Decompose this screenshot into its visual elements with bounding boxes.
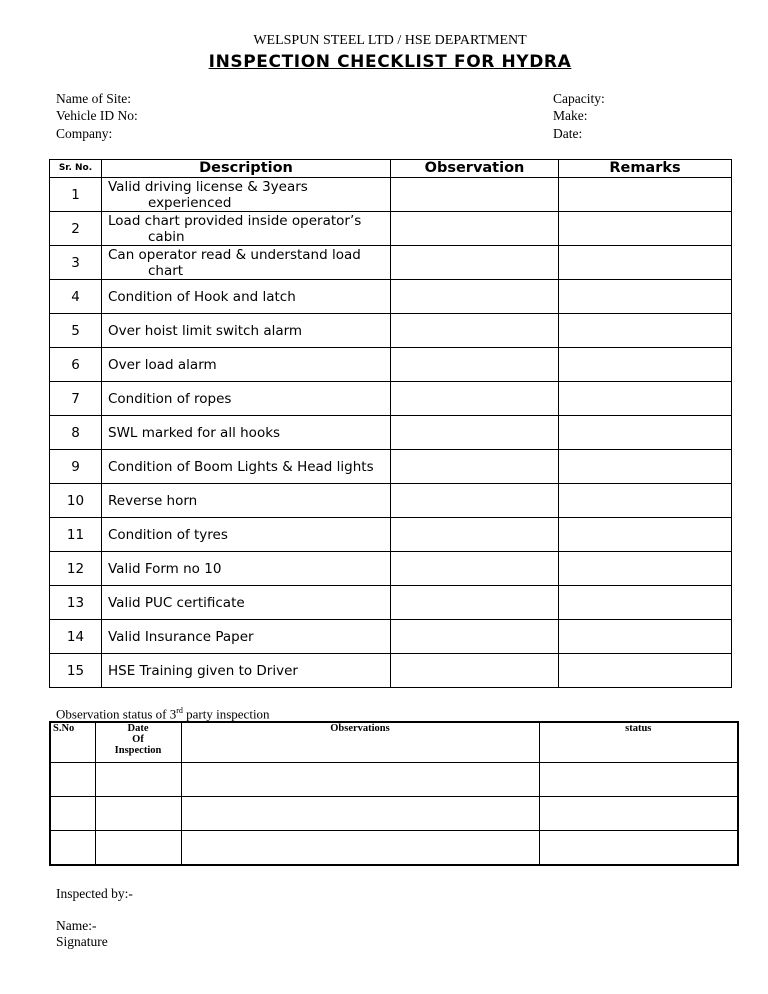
observation-cell[interactable] (391, 178, 559, 212)
name-of-site-label: Name of Site: (56, 91, 131, 106)
remarks-cell[interactable] (559, 416, 732, 450)
observation-cell[interactable] (391, 518, 559, 552)
header-remarks: Remarks (559, 160, 732, 178)
remarks-cell[interactable] (559, 280, 732, 314)
description-line: Can operator read & understand load (108, 246, 361, 263)
caption-prefix: Observation status of 3 (56, 706, 177, 722)
header-observation: Observation (391, 160, 559, 178)
remarks-cell[interactable] (559, 212, 732, 246)
sno-cell[interactable] (50, 763, 95, 797)
description-line: Condition of Boom Lights & Head lights (108, 458, 374, 475)
header-date-of-inspection (95, 722, 181, 763)
description-line: Reverse horn (108, 492, 198, 509)
row-number: 6 (50, 348, 102, 382)
observation-cell[interactable] (391, 348, 559, 382)
row-description (102, 280, 391, 314)
date-label: Date: (553, 126, 583, 141)
caption-superscript: rd (176, 706, 183, 715)
date-cell[interactable] (95, 831, 181, 866)
observations-cell[interactable] (181, 831, 539, 866)
row-description (102, 212, 391, 246)
row-description (102, 450, 391, 484)
capacity-label: Capacity: (553, 91, 605, 106)
observation-cell[interactable] (391, 382, 559, 416)
observation-cell[interactable] (391, 212, 559, 246)
row-number: 2 (50, 212, 102, 246)
description-line: SWL marked for all hooks (108, 424, 281, 441)
date-cell[interactable] (95, 763, 181, 797)
checklist-row (50, 314, 732, 348)
row-description (102, 586, 391, 620)
third-party-header-row (50, 722, 738, 763)
observation-cell[interactable] (391, 280, 559, 314)
row-number: 3 (50, 246, 102, 280)
checklist-row (50, 348, 732, 382)
row-number: 11 (50, 518, 102, 552)
header-sr-no: Sr. No. (50, 160, 102, 178)
checklist-row (50, 586, 732, 620)
row-description (102, 416, 391, 450)
checklist-row (50, 484, 732, 518)
row-number: 7 (50, 382, 102, 416)
description-line: Load chart provided inside operator’s (108, 212, 362, 229)
row-description (102, 348, 391, 382)
third-party-row (50, 763, 738, 797)
row-number: 9 (50, 450, 102, 484)
header-date-line1: Date (127, 723, 149, 734)
row-description (102, 382, 391, 416)
checklist-row (50, 518, 732, 552)
company-label: Company: (56, 126, 113, 141)
observation-cell[interactable] (391, 450, 559, 484)
caption-suffix: party inspection (182, 706, 270, 722)
date-cell[interactable] (95, 797, 181, 831)
description-line: Valid Insurance Paper (108, 628, 254, 645)
row-number: 8 (50, 416, 102, 450)
description-line: Over hoist limit switch alarm (108, 322, 303, 339)
checklist-header-row (50, 160, 732, 178)
checklist-row (50, 450, 732, 484)
checklist-row (50, 620, 732, 654)
third-party-row (50, 831, 738, 866)
row-number: 12 (50, 552, 102, 586)
checklist-row (50, 212, 732, 246)
remarks-cell[interactable] (559, 178, 732, 212)
vehicle-id-label: Vehicle ID No: (56, 108, 138, 123)
remarks-cell[interactable] (559, 314, 732, 348)
status-cell[interactable] (539, 831, 738, 866)
status-cell[interactable] (539, 797, 738, 831)
observations-cell[interactable] (181, 797, 539, 831)
inspected-by-label: Inspected by:- (56, 886, 133, 901)
row-number: 10 (50, 484, 102, 518)
description-line: Over load alarm (108, 356, 217, 373)
make-label: Make: (553, 108, 588, 123)
checklist-row (50, 654, 732, 688)
row-description (102, 246, 391, 280)
observation-cell[interactable] (391, 552, 559, 586)
remarks-cell[interactable] (559, 450, 732, 484)
row-number: 1 (50, 178, 102, 212)
row-number: 15 (50, 654, 102, 688)
observations-cell[interactable] (181, 763, 539, 797)
checklist-row (50, 280, 732, 314)
checklist-row (50, 382, 732, 416)
description-line: Condition of Hook and latch (108, 288, 296, 305)
remarks-cell[interactable] (559, 348, 732, 382)
row-description (102, 654, 391, 688)
checklist-row (50, 552, 732, 586)
signature-label: Signature (56, 934, 108, 949)
observation-cell[interactable] (391, 620, 559, 654)
row-description (102, 552, 391, 586)
remarks-cell[interactable] (559, 518, 732, 552)
header-date-line3: Inspection (114, 745, 162, 756)
description-line: Valid PUC certificate (108, 594, 245, 611)
row-number: 4 (50, 280, 102, 314)
description-line: Condition of tyres (108, 526, 228, 543)
inspection-checklist-table (49, 159, 732, 688)
observation-cell[interactable] (391, 586, 559, 620)
status-cell[interactable] (539, 763, 738, 797)
row-number: 13 (50, 586, 102, 620)
description-line: HSE Training given to Driver (108, 662, 298, 679)
third-party-caption (56, 706, 270, 722)
observation-cell[interactable] (391, 654, 559, 688)
remarks-cell[interactable] (559, 552, 732, 586)
header-observations: Observations (181, 722, 539, 763)
description-line-continued: cabin (148, 228, 185, 245)
company-department-heading: WELSPUN STEEL LTD / HSE DEPARTMENT (253, 33, 527, 48)
description-line: Valid driving license & 3years (108, 178, 308, 195)
remarks-cell[interactable] (559, 246, 732, 280)
sno-cell[interactable] (50, 797, 95, 831)
remarks-cell[interactable] (559, 382, 732, 416)
row-number: 14 (50, 620, 102, 654)
description-line-continued: chart (148, 262, 184, 279)
row-number: 5 (50, 314, 102, 348)
row-description (102, 178, 391, 212)
row-description (102, 314, 391, 348)
row-description (102, 518, 391, 552)
description-line-continued: experienced (148, 194, 232, 211)
header-status: status (539, 722, 738, 763)
checklist-row (50, 246, 732, 280)
third-party-row (50, 797, 738, 831)
observation-cell[interactable] (391, 314, 559, 348)
header-date-line2: Of (132, 734, 144, 745)
description-line: Condition of ropes (108, 390, 232, 407)
observation-cell[interactable] (391, 416, 559, 450)
header-description: Description (102, 160, 391, 178)
remarks-cell[interactable] (559, 586, 732, 620)
description-line: Valid Form no 10 (108, 560, 222, 577)
observation-cell[interactable] (391, 484, 559, 518)
row-description (102, 620, 391, 654)
remarks-cell[interactable] (559, 654, 732, 688)
remarks-cell[interactable] (559, 620, 732, 654)
row-description (102, 484, 391, 518)
remarks-cell[interactable] (559, 484, 732, 518)
checklist-row (50, 416, 732, 450)
checklist-row (50, 178, 732, 212)
header-sno: S.No (50, 722, 95, 763)
name-label: Name:- (56, 918, 97, 933)
page-title: INSPECTION CHECKLIST FOR HYDRA (208, 52, 572, 72)
third-party-inspection-table (49, 721, 739, 866)
sno-cell[interactable] (50, 831, 95, 866)
observation-cell[interactable] (391, 246, 559, 280)
